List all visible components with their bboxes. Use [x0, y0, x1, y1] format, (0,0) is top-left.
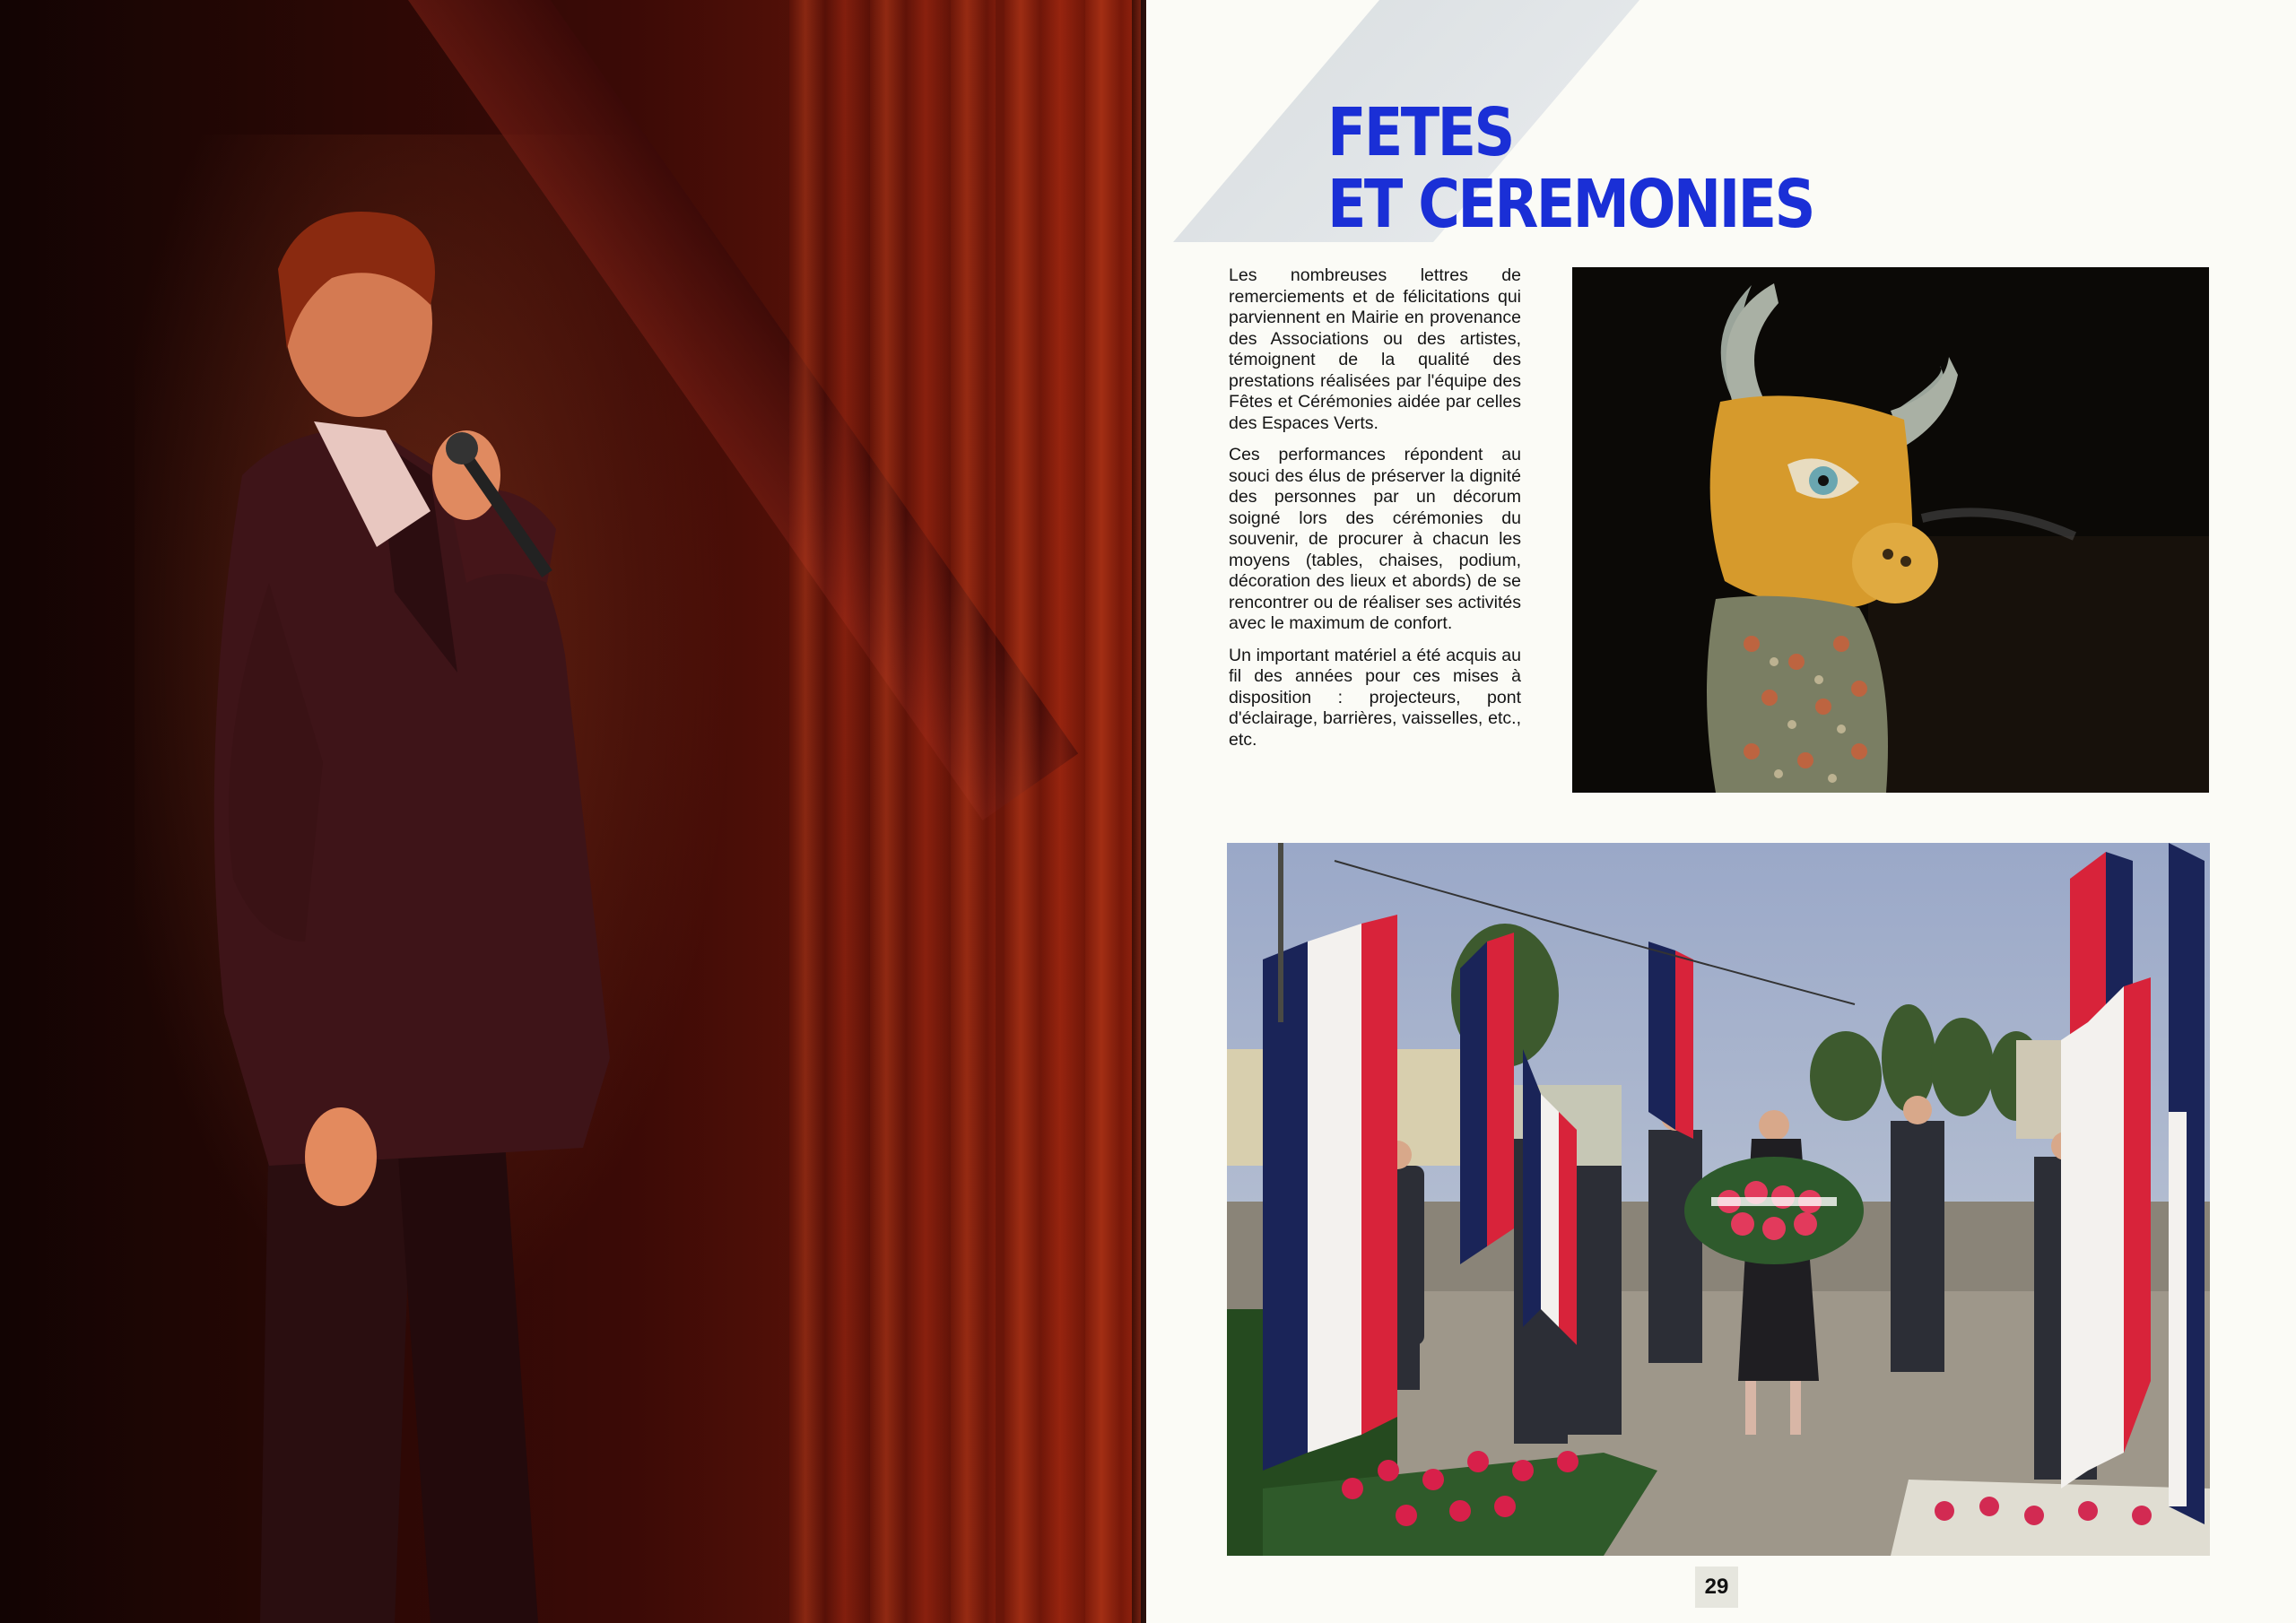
curtain-left: [789, 0, 996, 1623]
page-title: [1327, 94, 1813, 243]
body-text: [1229, 265, 1521, 761]
curtain-right: [1004, 0, 1141, 1623]
paragraph-2: Ces performances répondent au souci des élus de préserver la dignité des personnes par un décorum soigné lors des cérémonies du souvenir, de procurer à chacun les moyens (tables, chaises, podium, décoration des lieux et abords) de se rencontrer ou de réaliser ses activités avec le maximum de confort.: [1229, 445, 1521, 633]
right-page: [1146, 0, 2296, 1623]
ceremony-photo: [1227, 843, 2210, 1556]
title-line-1: FETES: [1327, 94, 1513, 171]
singer-figure: [161, 206, 664, 1623]
stage-photo: [0, 0, 1141, 1623]
bull-mask-photo: [1572, 267, 2209, 793]
paragraph-3: Un important matériel a été acquis au fil des années pour ces mises à disposition : projecteurs, pont d'éclairage, barrières, vaisselles, etc., etc.: [1229, 645, 1521, 750]
page-number: 29: [1695, 1567, 1738, 1608]
paragraph-1: Les nombreuses lettres de remerciements et de félicitations qui parviennent en Mairie en provenance des Associations ou des artistes, témoignent de la qualité des prestations réalisées par l'équipe des Fêtes et Cérémonies aidée par celles des Espaces Verts.: [1229, 265, 1521, 433]
title-line-2: ET CEREMONIES: [1327, 166, 1813, 243]
